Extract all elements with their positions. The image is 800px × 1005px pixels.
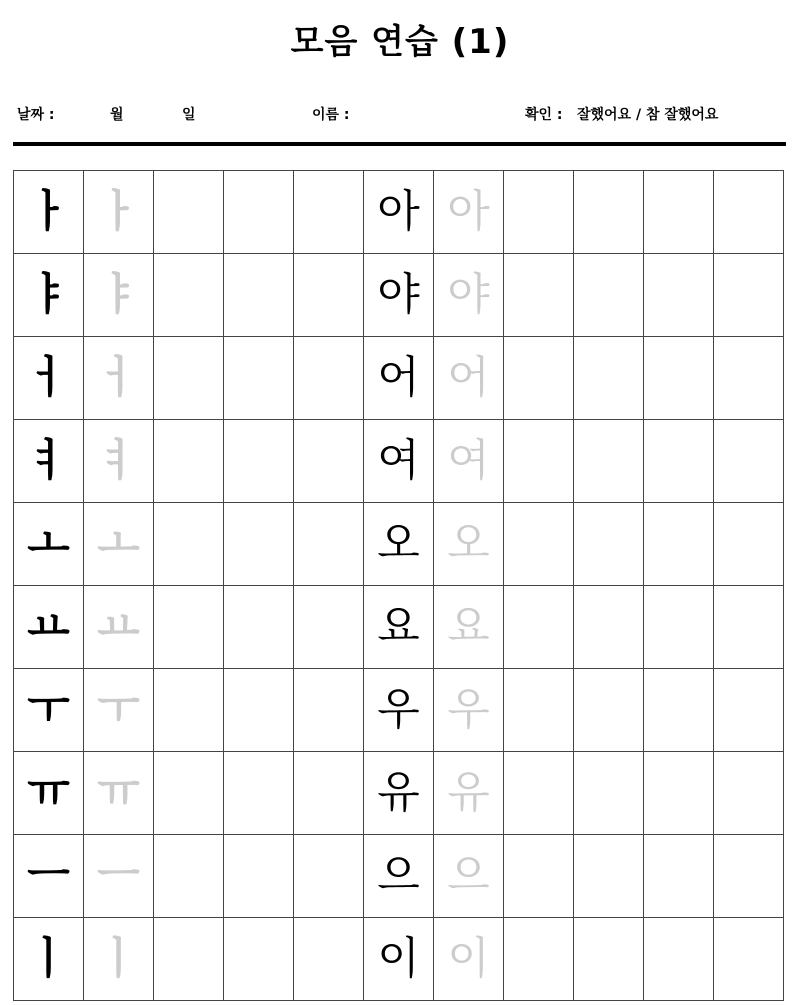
writing-cell[interactable] (714, 171, 784, 254)
writing-cell[interactable] (224, 835, 294, 918)
syllable-trace-cell (434, 669, 504, 752)
writing-cell[interactable] (714, 420, 784, 503)
writing-cell[interactable] (294, 503, 364, 586)
writing-cell[interactable] (644, 420, 714, 503)
date-label: 날짜 : (17, 107, 55, 123)
vowel-model-cell (14, 337, 84, 420)
vowel-trace-cell (84, 254, 154, 337)
writing-cell[interactable] (224, 420, 294, 503)
writing-cell[interactable] (644, 669, 714, 752)
grid-row (14, 586, 784, 669)
grid-row (14, 171, 784, 254)
vowel-model-cell (14, 669, 84, 752)
writing-cell[interactable] (644, 918, 714, 1001)
writing-cell[interactable] (224, 752, 294, 835)
writing-cell[interactable] (504, 254, 574, 337)
grid-row (14, 503, 784, 586)
syllable-trace-cell (434, 752, 504, 835)
writing-cell[interactable] (504, 503, 574, 586)
syllable-model-cell (364, 669, 434, 752)
syllable-model-cell (364, 752, 434, 835)
syllable-trace: 어 (447, 352, 490, 403)
vowel-model: ㅠ (27, 767, 70, 818)
syllable-trace: 으 (447, 850, 490, 901)
writing-cell[interactable] (644, 503, 714, 586)
writing-cell[interactable] (294, 586, 364, 669)
writing-cell[interactable] (644, 752, 714, 835)
vowel-model-cell (14, 420, 84, 503)
vowel-trace: ㅜ (97, 684, 140, 735)
syllable-trace: 야 (447, 269, 490, 320)
vowel-model: ㅑ (27, 269, 70, 320)
writing-cell[interactable] (644, 171, 714, 254)
writing-cell[interactable] (714, 752, 784, 835)
writing-cell[interactable] (714, 337, 784, 420)
syllable-model-cell (364, 586, 434, 669)
writing-cell[interactable] (714, 254, 784, 337)
syllable-model: 어 (377, 352, 420, 403)
syllable-trace-cell (434, 420, 504, 503)
syllable-trace: 우 (447, 684, 490, 735)
syllable-trace-cell (434, 835, 504, 918)
writing-cell[interactable] (644, 586, 714, 669)
writing-cell[interactable] (154, 337, 224, 420)
writing-cell[interactable] (294, 337, 364, 420)
writing-cell[interactable] (224, 586, 294, 669)
writing-cell[interactable] (574, 171, 644, 254)
vowel-trace-cell (84, 337, 154, 420)
syllable-model: 우 (377, 684, 420, 735)
syllable-trace-cell (434, 503, 504, 586)
writing-cell[interactable] (574, 918, 644, 1001)
writing-cell[interactable] (574, 752, 644, 835)
grid-row (14, 337, 784, 420)
vowel-model-cell (14, 503, 84, 586)
syllable-trace: 이 (447, 933, 490, 984)
syllable-trace-cell (434, 918, 504, 1001)
vowel-trace: ㅑ (97, 269, 140, 320)
check-label: 확인 : (525, 107, 563, 123)
vowel-model: ㅜ (27, 684, 70, 735)
vowel-model-cell (14, 586, 84, 669)
syllable-trace-cell (434, 171, 504, 254)
grid-row (14, 254, 784, 337)
vowel-trace-cell (84, 669, 154, 752)
writing-cell[interactable] (504, 835, 574, 918)
vowel-trace-cell (84, 420, 154, 503)
syllable-model-cell (364, 171, 434, 254)
writing-cell[interactable] (294, 669, 364, 752)
vowel-trace-cell (84, 752, 154, 835)
vowel-trace: ㅣ (97, 933, 140, 984)
vowel-model-cell (14, 254, 84, 337)
vowel-trace: ㅏ (97, 186, 140, 237)
vowel-trace-cell (84, 835, 154, 918)
check-options: 잘했어요 / 참 잘했어요 (577, 107, 719, 123)
writing-cell[interactable] (644, 254, 714, 337)
syllable-model-cell (364, 835, 434, 918)
month-label: 월 (110, 107, 124, 123)
name-label: 이름 : (312, 107, 350, 123)
syllable-trace: 요 (447, 601, 490, 652)
vowel-model: ㅏ (27, 186, 70, 237)
vowel-trace: ㅗ (97, 518, 140, 569)
vowel-model: ㅣ (27, 933, 70, 984)
writing-cell[interactable] (154, 752, 224, 835)
writing-cell[interactable] (504, 420, 574, 503)
writing-cell[interactable] (504, 586, 574, 669)
writing-cell[interactable] (574, 835, 644, 918)
writing-cell[interactable] (224, 337, 294, 420)
vowel-model: ㅡ (27, 850, 70, 901)
syllable-model: 여 (377, 435, 420, 486)
page-title: 모음 연습 (1) (290, 22, 510, 62)
vowel-trace-cell (84, 918, 154, 1001)
writing-cell[interactable] (574, 420, 644, 503)
writing-cell[interactable] (224, 918, 294, 1001)
writing-cell[interactable] (714, 586, 784, 669)
vowel-model: ㅕ (27, 435, 70, 486)
syllable-trace-cell (434, 586, 504, 669)
grid-row (14, 752, 784, 835)
writing-cell[interactable] (294, 254, 364, 337)
syllable-trace: 유 (447, 767, 490, 818)
syllable-model: 으 (377, 850, 420, 901)
writing-cell[interactable] (504, 918, 574, 1001)
writing-cell[interactable] (154, 586, 224, 669)
vowel-trace-cell (84, 503, 154, 586)
syllable-model-cell (364, 918, 434, 1001)
writing-cell[interactable] (224, 669, 294, 752)
syllable-model: 유 (377, 767, 420, 818)
writing-cell[interactable] (574, 586, 644, 669)
syllable-model-cell (364, 503, 434, 586)
syllable-model-cell (364, 254, 434, 337)
writing-cell[interactable] (644, 337, 714, 420)
grid-row (14, 420, 784, 503)
practice-grid (13, 170, 784, 1001)
vowel-trace: ㅠ (97, 767, 140, 818)
writing-cell[interactable] (294, 835, 364, 918)
writing-cell[interactable] (294, 918, 364, 1001)
writing-cell[interactable] (714, 835, 784, 918)
syllable-model: 야 (377, 269, 420, 320)
writing-cell[interactable] (714, 918, 784, 1001)
writing-cell[interactable] (714, 503, 784, 586)
writing-cell[interactable] (714, 669, 784, 752)
vowel-model: ㅗ (27, 518, 70, 569)
writing-cell[interactable] (504, 752, 574, 835)
writing-cell[interactable] (224, 171, 294, 254)
header-divider (13, 142, 786, 146)
syllable-model: 오 (377, 518, 420, 569)
writing-cell[interactable] (154, 254, 224, 337)
syllable-model: 이 (377, 933, 420, 984)
syllable-trace: 아 (447, 186, 490, 237)
writing-cell[interactable] (294, 752, 364, 835)
writing-cell[interactable] (224, 503, 294, 586)
writing-cell[interactable] (574, 503, 644, 586)
vowel-model-cell (14, 835, 84, 918)
day-label: 일 (182, 107, 196, 123)
writing-cell[interactable] (154, 835, 224, 918)
writing-cell[interactable] (574, 337, 644, 420)
writing-cell[interactable] (574, 669, 644, 752)
syllable-trace-cell (434, 337, 504, 420)
vowel-model: ㅓ (27, 352, 70, 403)
writing-cell[interactable] (294, 171, 364, 254)
writing-cell[interactable] (504, 171, 574, 254)
writing-cell[interactable] (154, 503, 224, 586)
vowel-trace: ㅕ (97, 435, 140, 486)
writing-cell[interactable] (154, 918, 224, 1001)
vowel-trace: ㅓ (97, 352, 140, 403)
writing-cell[interactable] (154, 669, 224, 752)
writing-cell[interactable] (224, 254, 294, 337)
syllable-model: 아 (377, 186, 420, 237)
syllable-trace: 오 (447, 518, 490, 569)
vowel-model-cell (14, 752, 84, 835)
vowel-model-cell (14, 918, 84, 1001)
vowel-trace-cell (84, 171, 154, 254)
grid-row (14, 835, 784, 918)
writing-cell[interactable] (154, 171, 224, 254)
syllable-model-cell (364, 420, 434, 503)
syllable-trace: 여 (447, 435, 490, 486)
writing-cell[interactable] (154, 420, 224, 503)
syllable-model-cell (364, 337, 434, 420)
writing-cell[interactable] (504, 669, 574, 752)
writing-cell[interactable] (644, 835, 714, 918)
writing-cell[interactable] (504, 337, 574, 420)
syllable-trace-cell (434, 254, 504, 337)
vowel-trace-cell (84, 586, 154, 669)
vowel-trace: ㅡ (97, 850, 140, 901)
grid-row (14, 669, 784, 752)
grid-row (14, 918, 784, 1001)
vowel-model-cell (14, 171, 84, 254)
vowel-model: ㅛ (27, 601, 70, 652)
writing-cell[interactable] (574, 254, 644, 337)
vowel-trace: ㅛ (97, 601, 140, 652)
writing-cell[interactable] (294, 420, 364, 503)
syllable-model: 요 (377, 601, 420, 652)
